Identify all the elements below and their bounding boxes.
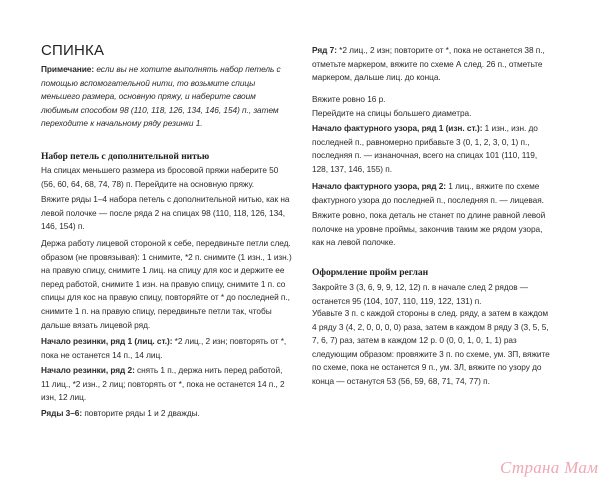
left-paragraph-2: Вяжите ряды 1–4 набора петель с дополнительной нитью, как на левой полочке — после ряда 2 на спицах 98 (110, 118, 126, 134, 146, 154) п. [41,194,290,232]
right-paragraph-8: Убавьте 3 п. с каждой стороны в след. ряду, а затем в каждом 4 ряду 3 (4, 2, 0, 0, 0, 0) раза, затем в каждом 8 ряду 3 (3, 5, 5, 7, 6, 7) раз, затем в каждом 12 р. 0 (0, 0, 1, 0, 1, 1) раз следующим образом: провяжите 3 п. по схеме, ум. 3П, вяжите по схеме, пока не останется 9 п., ум. 3Л, вяжите по узору до конца — останутся 53 (56, 59, 68, 71, 74, 77) п. [312,308,550,386]
rib-row-2 [41,364,293,405]
texture-row-2-text: 1 лиц., вяжите по схеме фактурного узора до последней п., последняя п. — лицевая. [312,181,544,205]
texture-row-1-label: Начало фактурного узора, ряд 1 [312,123,444,133]
left-paragraph-3: Держа работу лицевой стороной к себе, передвиньте петли след. образом (не провязывая): 1 снимите, *2 п. снимите (1 изн., 1 изн.) на правую спицу, снимите 1 лиц. на спицу для кос и держите ее перед работой, снимите 1 изн. на правую спицу, снимите 1 п. со спицы для кос на правую спицу, повторяйте от * до последней п., снимите 1 п. на правую спицу, передвиньте петли так, чтобы дальше вязать лицевой ряд. [41,238,292,330]
texture-row-2-label: Начало фактурного узора, ряд 2: [312,181,447,191]
right-paragraph-7: Закройте 3 (3, 6, 9, 9, 12, 12) п. в начале след 2 рядов — останется 95 (104, 107, 110, 119, 122, 131) п. [312,282,529,306]
rib-row-2-text: снять 1 п., держа нить перед работой, 11 лиц., *2 изн., 2 лиц; повторять от *, пока не останется 14 п., 2 изн, 12 лиц. [41,365,285,403]
texture-row-1-label-2: (изн. ст.): [445,123,483,133]
note-text: если вы не хотите выполнять набор петель с помощью вспомогательной нити, то возьмите спицы меньшего размера, основную пряжу, и наберите своим любимым способом 98 (110, 118, 126, 134, 146, 154) п., затем переходите к начальному ряду резинки 1. [41,64,281,129]
rib-row-1 [41,335,293,362]
rib-row-2-label: Начало резинки, ряд 2: [41,365,135,375]
right-paragraph-6: Вяжите ровно, пока деталь не станет по длине равной левой полочке на уровне проймы, закончив таким же рядом узора, как на левой полочке. [312,210,546,248]
site-watermark: Страна Мам [500,458,599,477]
rows-3-6 [41,407,293,421]
row-7-text: *2 лиц., 2 изн; повторите от *, пока не останется 38 п., отметьте маркером, вяжите по схеме А след. 26 п., отметьте маркером, дальше лиц. до конца. [312,45,545,83]
row-7 [312,44,552,85]
right-paragraph-2: Вяжите ровно 16 р. [312,94,386,104]
raglan-heading: Оформление пройм реглан [312,267,429,278]
rows-3-6-text: повторите ряды 1 и 2 дважды. [82,408,200,418]
rib-row-1-text: *2 лиц., 2 изн; повторять от *, пока не останется 14 п., 14 лиц. [41,336,287,360]
note-label: Примечание: [41,64,95,74]
rib-row-1-label: Начало резинки, ряд 1 (лиц. ст.): [41,336,173,346]
texture-row-1-text: 1 изн., изн. до последней п., равномерно прибавьте 3 (0, 1, 2, 3, 0, 1) п., последняя п. — изнаночная, всего на спицах 101 (110, 119, 128, 137, 146, 155) п. [312,123,538,174]
note-paragraph [41,63,293,131]
right-paragraph-3: Перейдите на спицы большего диаметра. [312,108,472,118]
texture-row-1 [312,122,552,176]
page-title: СПИНКА [41,42,105,59]
rows-3-6-label: Ряды 3–6: [41,408,83,418]
left-paragraph-1: На спицах меньшего размера из бросовой пряжи наберите 50 (56, 60, 64, 68, 74, 78) п. Перейдите на основную пряжу. [41,165,279,189]
texture-row-2 [312,180,552,207]
cast-on-heading: Набор петель с дополнительной нитью [41,151,210,162]
row-7-label: Ряд 7: [312,45,337,55]
